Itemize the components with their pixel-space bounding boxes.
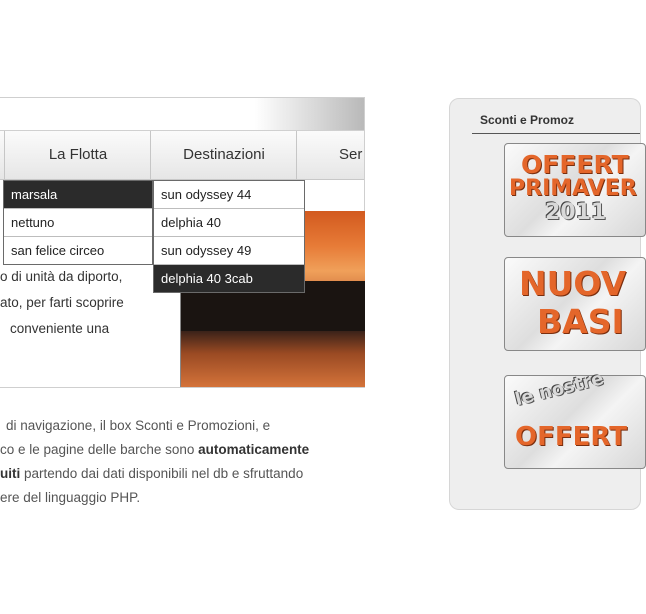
banner-text: le nostre <box>513 368 606 411</box>
banner-offerte-primavera[interactable] <box>504 143 646 237</box>
nav-item-destinazioni[interactable] <box>150 131 297 179</box>
dropdown-item-sun-odyssey-44[interactable]: sun odyssey 44 <box>154 181 304 209</box>
dropdown-item-sun-odyssey-49[interactable]: sun odyssey 49 <box>154 237 304 265</box>
caption-text: partendo dai dati disponibili nel db e sfruttando <box>20 466 304 481</box>
banner-text: BASI <box>537 302 624 341</box>
website-screenshot <box>0 97 365 388</box>
dropdown-item-nettuno[interactable]: nettuno <box>4 209 152 237</box>
sidebar-divider <box>472 133 640 134</box>
dropdown-item-delphia-40[interactable]: delphia 40 <box>154 209 304 237</box>
caption-bold: automaticamente <box>198 442 310 457</box>
caption-text: co e le pagine delle barche sono <box>0 442 199 457</box>
intro-text <box>0 264 170 342</box>
nav-label: La Flotta <box>48 146 108 163</box>
banner-text: OFFERT <box>515 422 627 452</box>
caption-line: di navigazione, il box Sconti e Promozioni, e <box>6 418 271 433</box>
nav-item-servizi[interactable] <box>296 131 406 179</box>
nav-label: Destinazioni <box>183 146 265 163</box>
photo-water <box>181 331 365 387</box>
caption-line: ere del linguaggio PHP. <box>0 490 141 505</box>
banner-text: PRIMAVER <box>509 176 637 201</box>
nav-label: Ser <box>339 146 363 163</box>
sidebar-title: Sconti e Promoz <box>480 113 575 127</box>
banner-le-nostre-offerte[interactable] <box>504 368 646 469</box>
dropdown-destinations <box>3 180 153 265</box>
description-caption <box>0 414 370 510</box>
intro-line: ato, per farti scoprire <box>0 295 124 310</box>
intro-line: o di unità da diporto, <box>0 269 123 284</box>
nav-item-la-flotta[interactable] <box>4 131 151 179</box>
caption-bold: uiti <box>0 466 21 481</box>
dropdown-item-delphia-40-3cab[interactable]: delphia 40 3cab <box>154 265 304 292</box>
dropdown-item-san-felice-circeo[interactable]: san felice circeo <box>11 243 105 258</box>
header-band <box>0 98 364 130</box>
main-nav <box>0 130 364 180</box>
banner-text: OFFERT <box>521 150 629 179</box>
banner-nuove-basi[interactable] <box>504 257 646 351</box>
banner-text: 2011 <box>545 200 607 225</box>
dropdown-item-marsala[interactable]: marsala <box>4 181 152 209</box>
dropdown-boats <box>153 180 305 293</box>
sidebar-promotions <box>449 98 641 510</box>
banner-text: NUOV <box>519 264 627 303</box>
intro-line: conveniente una <box>10 321 110 336</box>
